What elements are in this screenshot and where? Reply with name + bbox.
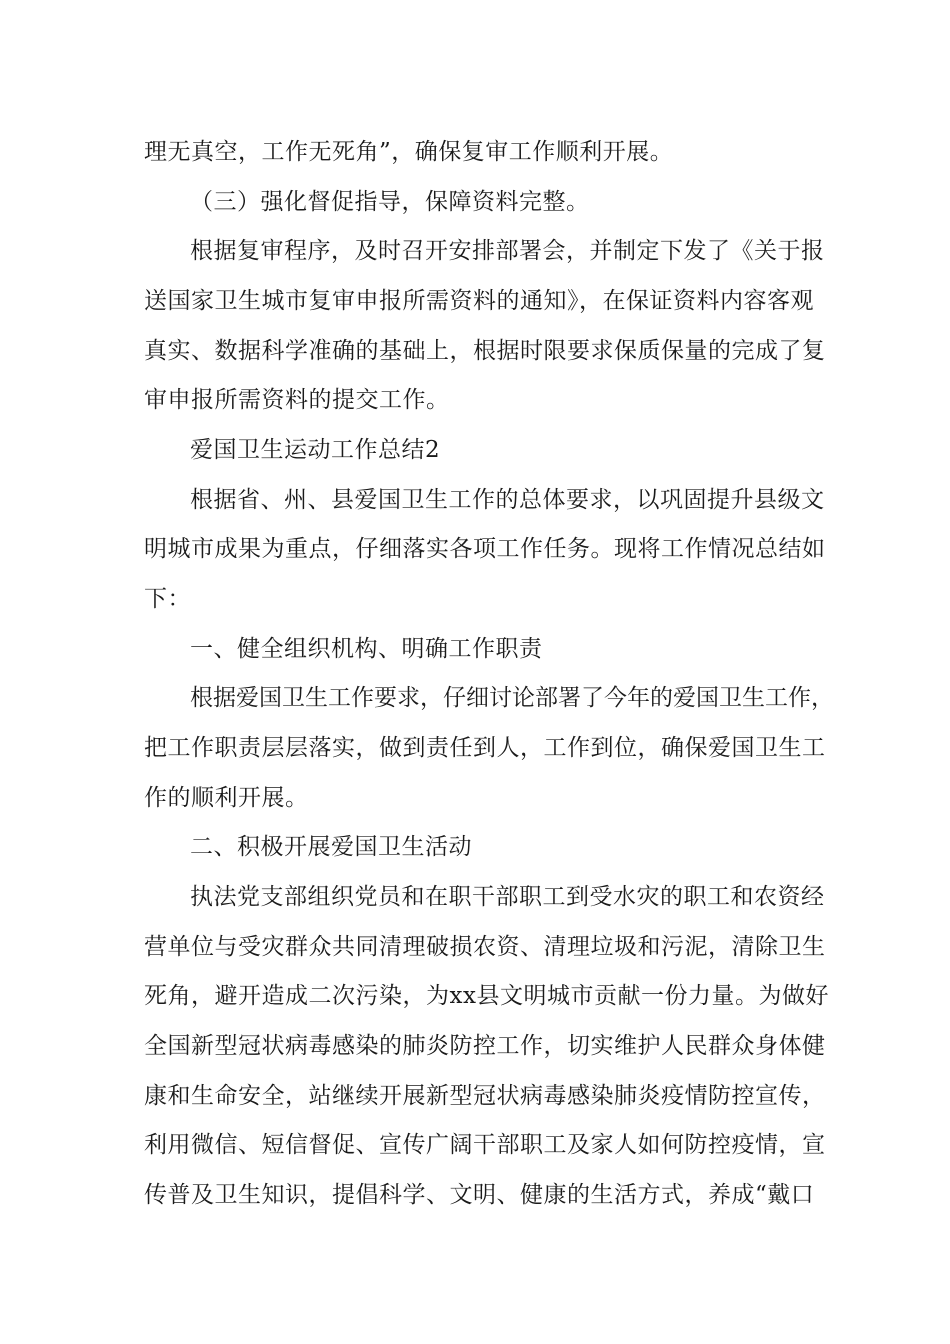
paragraph-line: 营单位与受灾群众共同清理破损农资、清理垃圾和污泥，清除卫生 <box>144 934 826 960</box>
paragraph-line: 根据复审程序，及时召开安排部署会，并制定下发了《关于报 <box>190 238 825 264</box>
paragraph-line: 下： <box>144 586 191 612</box>
paragraph-line: 理无真空，工作无死角”，确保复审工作顺利开展。 <box>144 139 674 165</box>
section-heading: 一、健全组织机构、明确工作职责 <box>190 636 543 662</box>
section-heading: 二、积极开展爱国卫生活动 <box>190 834 472 860</box>
paragraph-line: 明城市成果为重点，仔细落实各项工作任务。现将工作情况总结如 <box>144 536 826 562</box>
paragraph-line: 根据省、州、县爱国卫生工作的总体要求，以巩固提升县级文 <box>190 487 825 513</box>
paragraph-line: 全国新型冠状病毒感染的肺炎防控工作，切实维护人民群众身体健 <box>144 1033 826 1059</box>
paragraph-line: 根据爱国卫生工作要求，仔细讨论部署了今年的爱国卫生工作， <box>190 685 834 711</box>
paragraph-line: 执法党支部组织党员和在职干部职工到受水灾的职工和农资经 <box>190 884 825 910</box>
paragraph-line: 真实、数据科学准确的基础上，根据时限要求保质保量的完成了复 <box>144 338 826 364</box>
document-title: 爱国卫生运动工作总结2 <box>190 437 441 463</box>
paragraph-line: 利用微信、短信督促、宣传广阔干部职工及家人如何防控疫情，宣 <box>144 1132 826 1158</box>
paragraph-line: 把工作职责层层落实，做到责任到人，工作到位，确保爱国卫生工 <box>144 735 826 761</box>
section-heading: （三）强化督促指导，保障资料完整。 <box>190 189 590 215</box>
paragraph-line: 审申报所需资料的提交工作。 <box>144 387 450 413</box>
paragraph-line: 作的顺利开展。 <box>144 785 309 811</box>
paragraph-line: 送国家卫生城市复审申报所需资料的通知》，在保证资料内容客观 <box>144 288 814 314</box>
paragraph-line: 传普及卫生知识，提倡科学、文明、健康的生活方式，养成“戴口 <box>144 1182 815 1208</box>
paragraph-line: 死角，避开造成二次污染，为xx县文明城市贡献一份力量。为做好 <box>144 983 829 1009</box>
paragraph-line: 康和生命安全，站继续开展新型冠状病毒感染肺炎疫情防控宣传， <box>144 1083 826 1109</box>
